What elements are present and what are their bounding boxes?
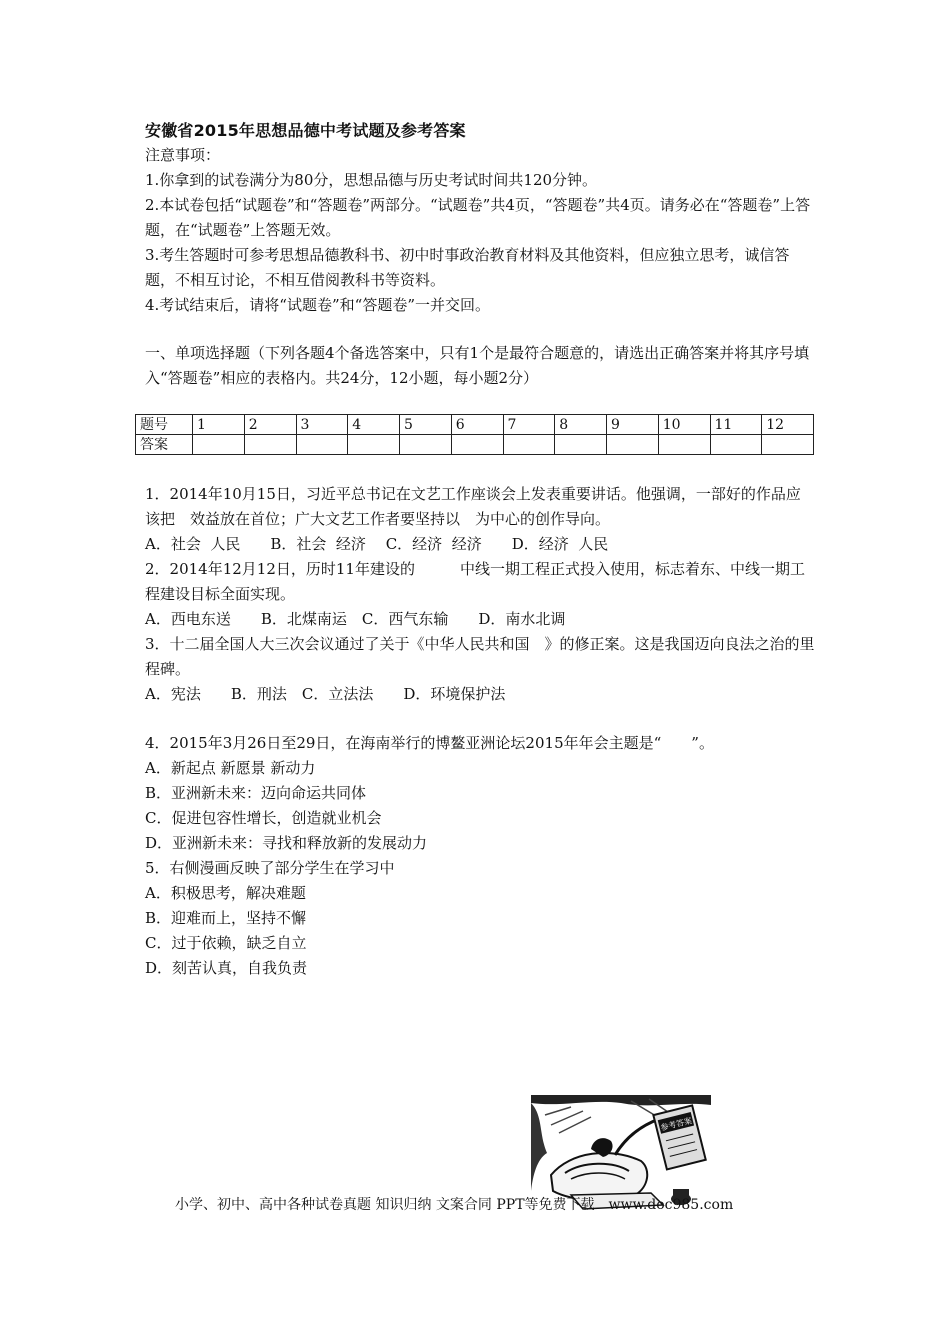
question-option: A．积极思考，解决难题 xyxy=(145,884,306,902)
question-number-cell: 12 xyxy=(762,415,814,435)
answer-cell[interactable] xyxy=(400,435,452,455)
question-number-cell: 11 xyxy=(710,415,762,435)
question-option: D．亚洲新未来：寻找和释放新的发展动力 xyxy=(145,834,428,852)
question-options: A．宪法 B．刑法 C．立法法 D．环境保护法 xyxy=(145,685,506,703)
answer-cell[interactable] xyxy=(710,435,762,455)
question-option: C．促进包容性增长，创造就业机会 xyxy=(145,809,382,827)
question-option: D．刻苦认真，自我负责 xyxy=(145,959,308,977)
section1-heading: 一、单项选择题（下列各题4个备选答案中，只有1个是最符合题意的，请选出正确答案并将其序号填入“答题卷”相应的表格内。共24分，12小题，每小题2分） xyxy=(145,344,810,387)
row-label: 答案 xyxy=(136,435,193,455)
question-number-cell: 10 xyxy=(658,415,710,435)
document-title: 安徽省2015年思想品德中考试题及参考答案 xyxy=(145,121,466,140)
answer-cell[interactable] xyxy=(244,435,296,455)
answer-cell[interactable] xyxy=(555,435,607,455)
question-number-cell: 3 xyxy=(296,415,348,435)
note-item: 2.本试卷包括“试题卷”和“答题卷”两部分。“试题卷”共4页，“答题卷”共4页。请务必在“答题卷”上答题，在“试题卷”上答题无效。 xyxy=(145,196,811,239)
section-heading xyxy=(145,341,815,391)
answer-row xyxy=(136,435,814,455)
question-stem: 2．2014年12月12日，历时11年建设的 中线一期工程正式投入使用，标志着东、中线一期工程建设目标全面实现。 xyxy=(145,560,805,603)
question-option: A．新起点 新愿景 新动力 xyxy=(145,759,316,777)
question-number-cell: 8 xyxy=(555,415,607,435)
answer-cell[interactable] xyxy=(607,435,659,455)
question-number-row xyxy=(136,415,814,435)
answer-cell[interactable] xyxy=(451,435,503,455)
questions-1-3 xyxy=(145,482,815,707)
notes-heading: 注意事项： xyxy=(145,146,221,164)
answer-cell[interactable] xyxy=(762,435,814,455)
question-stem: 4．2015年3月26日至29日，在海南举行的博鳌亚洲论坛2015年年会主题是“ ”。 xyxy=(145,734,714,752)
question-number-cell: 6 xyxy=(451,415,503,435)
questions-4-5 xyxy=(145,731,815,981)
note-item: 4.考试结束后，请将“试题卷”和“答题卷”一并交回。 xyxy=(145,296,490,314)
question-number-cell: 2 xyxy=(244,415,296,435)
notes-section xyxy=(145,143,815,318)
footer-text: 小学、初中、高中各种试卷真题 知识归纳 文案合同 PPT等免费下载 www.doc985.com xyxy=(175,1197,734,1213)
question-option: C．过于依赖，缺乏自立 xyxy=(145,934,307,952)
answer-cell[interactable] xyxy=(503,435,555,455)
question-number-cell: 7 xyxy=(503,415,555,435)
row-label: 题号 xyxy=(136,415,193,435)
question-number-cell: 1 xyxy=(193,415,245,435)
question-options: A．西电东送 B．北煤南运 C．西气东输 D．南水北调 xyxy=(145,610,566,628)
cartoon-book-label: 参考答案 xyxy=(659,1116,693,1133)
question-option: B．亚洲新未来：迈向命运共同体 xyxy=(145,784,367,802)
note-item: 1.你拿到的试卷满分为80分，思想品德与历史考试时间共120分钟。 xyxy=(145,171,598,189)
question-stem: 3．十二届全国人大三次会议通过了关于《中华人民共和国 》的修正案。这是我国迈向良法之治的里程碑。 xyxy=(145,635,815,678)
question-stem: 1．2014年10月15日，习近平总书记在文艺工作座谈会上发表重要讲话。他强调，一部好的作品应该把 效益放在首位；广大文艺工作者要坚持以 为中心的创作导向。 xyxy=(145,485,801,528)
answer-cell[interactable] xyxy=(193,435,245,455)
note-item: 3.考生答题时可参考思想品德教科书、初中时事政治教育材料及其他资料，但应独立思考，诚信答题，不相互讨论，不相互借阅教科书等资料。 xyxy=(145,246,790,289)
answer-cell[interactable] xyxy=(658,435,710,455)
question-options: A．社会 人民 B．社会 经济 C．经济 经济 D．经济 人民 xyxy=(145,535,609,553)
answer-cell[interactable] xyxy=(296,435,348,455)
answer-cell[interactable] xyxy=(348,435,400,455)
answer-table xyxy=(135,414,814,455)
question-number-cell: 4 xyxy=(348,415,400,435)
question-number-cell: 5 xyxy=(400,415,452,435)
question-number-cell: 9 xyxy=(607,415,659,435)
question-stem: 5．右侧漫画反映了部分学生在学习中 xyxy=(145,859,395,877)
question-option: B．迎难而上，坚持不懈 xyxy=(145,909,307,927)
